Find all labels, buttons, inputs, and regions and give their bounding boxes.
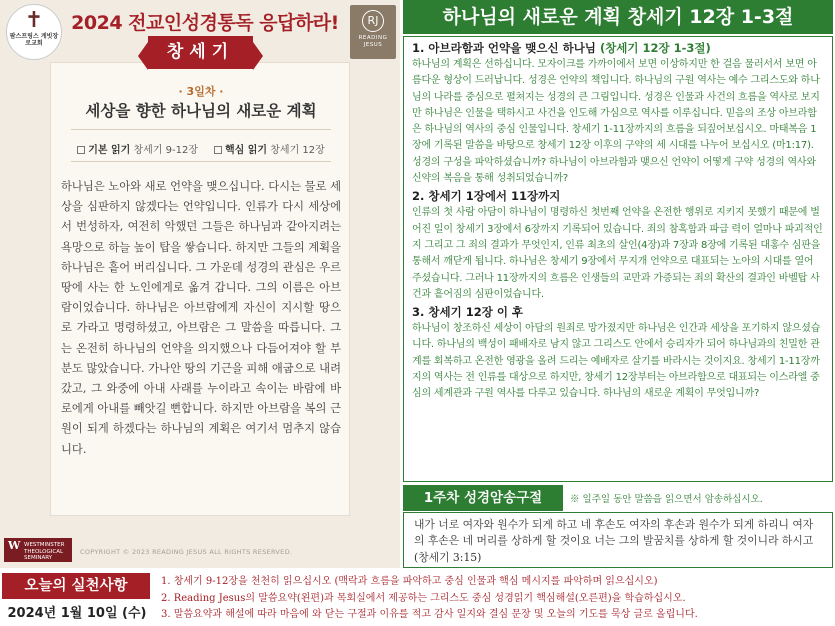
summary-card bbox=[50, 62, 350, 516]
card-title: 세상을 향한 하나님의 새로운 계획 bbox=[85, 102, 317, 120]
practice-item: 1. 창세기 9-12장을 천천히 읽으십시오 (맥락과 흐름을 파악하고 중심 인물과 핵심 메시지를 파악하며 읽으십시오) bbox=[161, 576, 658, 587]
memory-verse-note: ※ 일주일 동안 말씀을 읽으면서 암송하십시오. bbox=[570, 494, 763, 505]
date: 2024년 1월 10일 (수) bbox=[7, 606, 147, 621]
divider bbox=[71, 129, 331, 130]
basic-reading-label: 기본 읽기 bbox=[88, 145, 131, 156]
section-1-reference: (창세기 12장 1-3절) bbox=[599, 41, 711, 55]
core-reading-label: 핵심 읽기 bbox=[224, 145, 268, 156]
practice-item: 2. Reading Jesus의 말씀요약(왼편)과 목회실에서 제공하는 그리스도 중심 성경읽기 핵심해설(오른편)을 학습하십시오. bbox=[161, 592, 686, 604]
commentary-box bbox=[403, 36, 833, 482]
section-2-title: 2. 창세기 1장에서 11장까지 bbox=[412, 189, 561, 204]
section-1-title: 1. 아브라함과 언약을 맺으신 하나님 bbox=[412, 41, 596, 55]
memory-verse-title: 1주차 성경암송구절 bbox=[403, 485, 563, 511]
seminary-logo: W WESTMINSTER THEOLOGICAL SEMINARY bbox=[4, 538, 72, 562]
day-label: · 3일차 · bbox=[178, 85, 224, 98]
checkbox-icon bbox=[214, 146, 222, 154]
cross-icon: ✝ bbox=[24, 8, 44, 33]
section-2-body: 인류의 첫 사람 아담이 하나님이 명령하신 첫번째 언약을 온전한 행위로 지키지 못했기 때문에 벌어진 일이 창세기 3장에서 6장까지 기록되어 있습니다. 죄의 참혹함과 파급 력이 얼마나 파괴적인지 그리고 그 죄의 결과가 무엇인지, 인류 최초의 살인(4장)과 7장과 8장에 기록된 대홍수 심판을 통해서 깨닫게 됩니다. 하나님은 창세기 9장에서 무지개 언약으로 대표되는 노아의 시대를 열어 주셨습니다. 그러나 11장까지의 흐름은 인생들의 교만과 가증되는 죄의 확산의 결과인 바벨탑 사건과 흩어짐의 심판이었습니다. bbox=[412, 207, 823, 300]
commentary-header: 하나님의 새로운 계획 창세기 12장 1-3절 bbox=[403, 0, 833, 34]
section-3-title: 3. 창세기 12장 이 후 bbox=[412, 305, 524, 320]
practice-list bbox=[161, 574, 831, 624]
divider bbox=[71, 161, 331, 162]
book-banner: 창세기 bbox=[148, 36, 253, 69]
core-reading-value: 창세기 12장 bbox=[270, 145, 325, 156]
practice-label: 오늘의 실천사항 bbox=[2, 573, 150, 599]
reading-jesus-label: READING JESUS bbox=[358, 35, 388, 48]
church-name: 팜스프링스 게빗장로교회 bbox=[9, 33, 59, 47]
section-1-body: 하나님의 계획은 선하십니다. 모자이크를 가까이에서 보면 이상하지만 한 걸음 물러서서 보면 아름다운 형상이 드러납니다. 성경은 언약의 책입니다. 하나님의 구원 역사는 예수 그리스도와 하나님의 나라를 중심으로 펼쳐지는 성경의 큰 그림입니다. 성경은 인물과 사건의 흐름을 역사로 보지만 하나님은 인물을 택하시고 사건을 인도해 가심으로 역사를 이루십니다. 믿음의 조상 아브라함은 하나님의 역사의 중심 인물입니다. 창세기 1-11장까지의 흐름을 되짚어보십시오. 마태복음 1장에 기록된 말씀을 바탕으로 창세기 12장 이후의 구약의 세 시대를 나누어 보십시오 (마1:17). 성경의 구성을 파악하셨습니까? 하나님이 아브라함과 맺으신 언약이 어떻게 구약 성경의 역사와 신약의 복음을 통해 성취되었습니까? bbox=[412, 59, 820, 185]
practice-item: 3. 말씀요약과 해설에 따라 마음에 와 닫는 구절과 이유를 적고 감사 일지와 결심 문장 및 오늘의 기도를 묵상 글로 올립니다. bbox=[161, 609, 698, 620]
reading-jesus-mark-icon: RJ bbox=[362, 10, 384, 32]
memory-verse: 내가 너로 여자와 원수가 되게 하고 네 후손도 여자의 후손과 원수가 되게 하리니 여자의 후손은 네 머리를 상하게 할 것이요 너는 그의 발꿈치를 상하게 할 것이니라 하시고 (창세기 3:15) bbox=[403, 512, 833, 568]
summary-body: 하나님은 노아와 새로 언약을 맺으십니다. 다시는 물로 세상을 심판하지 않겠다는 언약입니다. 인류가 다시 세상에서 번성하자, 여전히 악했던 그들은 하나님과 같아지려는 욕망으로 하늘 높이 탑을 쌓습니다. 하지만 그들의 계획을 하나님은 흩어 버리십니다. 그 가운데 성경의 관심은 우르 땅에 사는 한 노인에게로 옮겨 갑니다. 그의 이름은 아브람이었습니다. 하나님은 아브람에게 자신이 지시할 땅으로 가라고 명령하셨고, 아브람은 그 말씀을 따릅니다. 그는 온전히 하나님의 언약을 의지했으나 다듬어져야 할 부분도 많았습니다. 가나안 땅의 기근을 피해 애굽으로 내려갔고, 그 와중에 아내 사래를 누이라고 속이는 바람에 바로에게 아내를 빼앗길 뻔합니다. 하지만 아브람을 복의 근원이 되게 하겠다는 하나님의 계획은 여기서 멈추지 않습니다. bbox=[61, 180, 341, 456]
left-panel bbox=[0, 0, 400, 568]
section-title bbox=[412, 40, 824, 57]
reading-info bbox=[51, 141, 351, 156]
copyright: COPYRIGHT © 2023 READING JESUS ALL RIGHTS RESERVED. bbox=[80, 548, 293, 556]
section-3-body: 하나님이 창조하신 세상이 아담의 원죄로 망가졌지만 하나님은 인간과 세상을 포기하지 않으셨습니다. 하나님의 백성이 패배자로 남지 않고 그리스도 안에서 승리자가 되어 하나님과의 친밀한 관계를 회복하고 온전한 영광을 올려 드리는 예배자로 살기를 바라시는 것이지요. 창세기 1-11장까지의 역사는 전 인류를 대상으로 하지만, 창세기 12장부터는 아브라함으로 대표되는 이스라엘 중심의 세계관과 구원 역사를 다루고 있습니다. 하나님의 새로운 계획이 무엇입니까? bbox=[412, 323, 821, 400]
reading-jesus-logo bbox=[350, 5, 396, 59]
checkbox-icon bbox=[77, 146, 85, 154]
church-logo bbox=[6, 4, 62, 60]
basic-reading-value: 창세기 9-12장 bbox=[133, 145, 199, 156]
main-title: 2024 전교인성경통독 응답하라! bbox=[71, 12, 339, 34]
